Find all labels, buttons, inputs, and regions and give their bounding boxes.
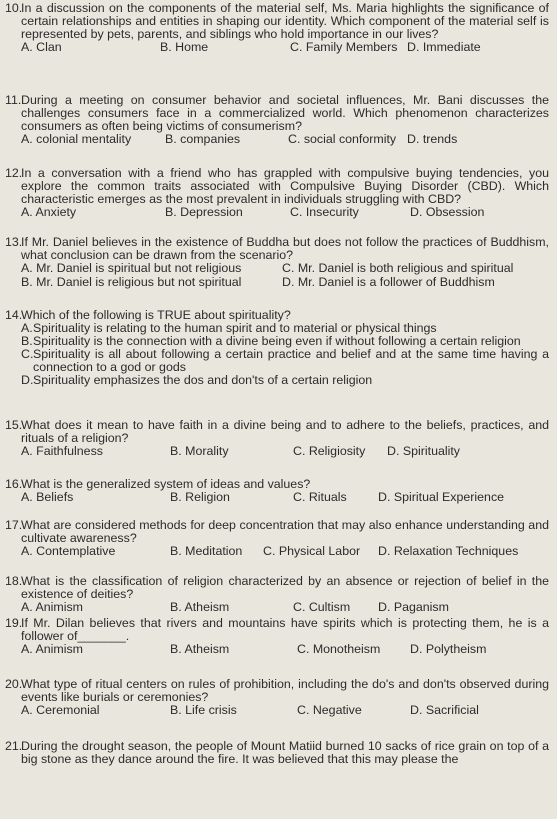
option-d[interactable]: D. Obsession [410,205,485,219]
option-a[interactable]: A. Animism [21,642,83,656]
option-c[interactable]: C. Cultism [293,600,351,614]
question-number: 19. [5,616,23,630]
option-b[interactable]: B. Morality [170,444,229,458]
question-number: 17. [5,518,23,532]
option-d[interactable]: D. Polytheism [410,642,487,656]
question-number: 11. [5,93,22,107]
question-text: What type of ritual centers on rules of prohibition, including the do's and don'ts observed during events like burials or ceremonies? [21,677,549,704]
option-c[interactable]: C. Religiosity [293,444,366,458]
question-text: In a discussion on the components of the material self, Ms. Maria highlights the significance of certain relationships and entities in shaping our identity. Which component of the material self is represented by pets, parents, and siblings who hold importance in our lives? [21,1,549,41]
option-c[interactable]: C. Insecurity [290,205,359,219]
question-number: 16. [5,477,23,491]
question-12 [0,167,557,220]
question-19 [0,617,557,657]
option-letter: A. [21,321,33,335]
question-text: What are considered methods for deep concentration that may also enhance understanding and cultivate awareness? [21,518,549,545]
option-b[interactable]: B. Religion [170,490,230,504]
question-20 [0,678,557,718]
option-b[interactable]: B. Depression [165,205,243,219]
option-letter: C. [21,347,34,361]
question-text: In a conversation with a friend who has grappled with compulsive buying tendencies, you explore the common traits associated with Compulsive Buying Disorder (CBD). Which characteristic emerges as the most prevalent in individuals struggling with CBD? [21,166,549,206]
option-a[interactable]: A. Beliefs [21,490,74,504]
question-17 [0,519,557,559]
question-16 [0,478,557,505]
option-d[interactable]: D. Spiritual Experience [378,490,505,504]
question-number: 12. [5,166,23,180]
question-14 [0,309,557,387]
option-b[interactable]: B. Meditation [170,544,243,558]
option-b[interactable]: B. Atheism [170,642,230,656]
question-text: During a meeting on consumer behavior and societal influences, Mr. Bani discusses the challenges consumers face in a commercialized world. Which phenomenon characterizes consumers as often being victims of consumerism? [21,93,549,133]
question-21 [0,740,557,766]
option-c[interactable]: C. Family Members [290,40,398,54]
option-c[interactable]: C. Negative [297,703,362,717]
option-b[interactable]: B. Life crisis [170,703,237,717]
option-d[interactable]: D. Immediate [407,40,481,54]
question-number: 18. [5,574,23,588]
question-number: 13. [5,235,23,249]
option-text: Spirituality is the connection with a divine being even if without following a certain religion [33,334,521,348]
question-13 [0,236,557,290]
question-text: If Mr. Daniel believes in the existence of Buddha but does not follow the practices of Buddhism, what conclusion can be drawn from the scenario? [21,235,549,262]
option-c[interactable]: C. Monotheism [297,642,381,656]
option-a[interactable]: A. Faithfulness [21,444,103,458]
option-c[interactable] [21,348,549,374]
option-text: Spirituality emphasizes the dos and don'ts of a certain religion [33,373,373,387]
question-10 [0,2,557,55]
option-a[interactable]: A. Mr. Daniel is spiritual but not religious [21,261,242,275]
question-15 [0,419,557,459]
option-a[interactable]: A. Anxiety [21,205,77,219]
option-letter: B. [21,334,33,348]
option-text: Spirituality is relating to the human spirit and to material or physical things [33,321,437,335]
question-18 [0,575,557,615]
option-d[interactable]: D. Sacrificial [410,703,479,717]
option-c[interactable]: C. social conformity [288,132,397,146]
option-b[interactable]: B. companies [165,132,241,146]
option-d[interactable]: D. Spirituality [387,444,460,458]
option-d[interactable] [21,374,549,387]
question-number: 10. [5,1,23,15]
question-text: If Mr. Dilan believes that rivers and mountains have spirits which is protecting them, he is a follower of_______. [21,616,549,643]
question-number: 20. [5,677,23,691]
question-number: 21. [5,739,23,753]
option-a[interactable]: A. colonial mentality [21,132,132,146]
option-c[interactable]: C. Rituals [293,490,347,504]
question-text: During the drought season, the people of Mount Matiid burned 10 sacks of rice grain on top of a big stone as they dance around the fire. It was believed that this may please the [21,739,549,766]
option-d[interactable]: D. Mr. Daniel is a follower of Buddhism [282,275,495,289]
question-text: Which of the following is TRUE about spirituality? [21,308,291,322]
option-b[interactable]: B. Atheism [170,600,230,614]
option-letter: D. [21,373,34,387]
option-a[interactable]: A. Clan [21,40,62,54]
option-b[interactable]: B. Mr. Daniel is religious but not spiritual [21,275,242,289]
option-d[interactable]: D. Relaxation Techniques [378,544,519,558]
question-number: 14. [5,308,23,322]
question-text: What is the classification of religion characterized by an absence or rejection of belief in the existence of deities? [21,574,549,601]
question-text: What is the generalized system of ideas and values? [21,477,311,491]
option-d[interactable]: D. Paganism [378,600,449,614]
option-a[interactable]: A. Animism [21,600,83,614]
option-a[interactable]: A. Ceremonial [21,703,100,717]
question-11 [0,94,557,147]
question-text: What does it mean to have faith in a divine being and to adhere to the beliefs, practices, and rituals of a religion? [21,418,549,445]
option-b[interactable]: B. Home [160,40,209,54]
option-a[interactable]: A. Contemplative [21,544,116,558]
option-d[interactable]: D. trends [407,132,458,146]
option-c[interactable]: C. Physical Labor [263,544,361,558]
question-number: 15. [5,418,23,432]
option-text: Spirituality is all about following a certain practice and belief and at the same time having a connection to a god or gods [33,347,549,374]
option-c[interactable]: C. Mr. Daniel is both religious and spiritual [282,261,514,275]
